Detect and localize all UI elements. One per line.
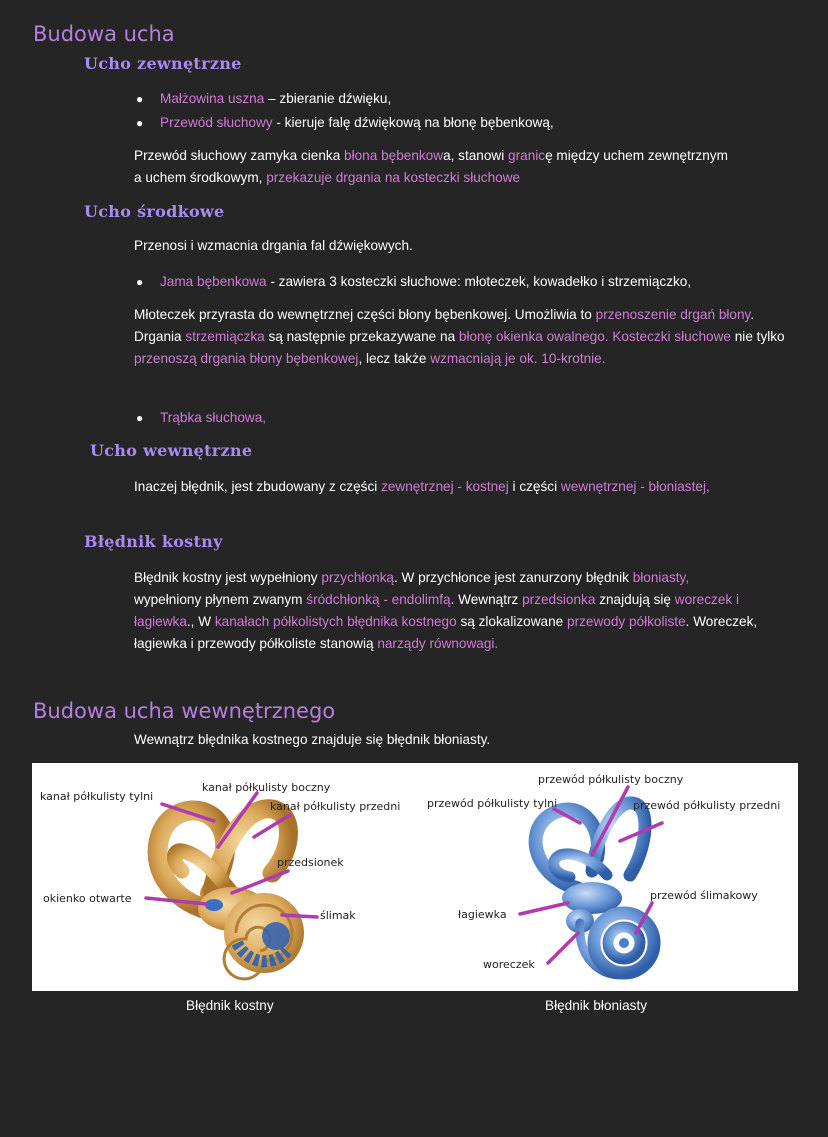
text-run: . Drgania bbox=[134, 307, 755, 344]
bullet-icon: ● bbox=[136, 116, 144, 130]
label-front-duct: przewód półkulisty przedni bbox=[633, 799, 781, 812]
section-title-inner-ear: Budowa ucha wewnętrznego bbox=[33, 699, 336, 723]
text-run: i części bbox=[508, 479, 561, 494]
highlighted-text: przedsionka bbox=[522, 592, 596, 607]
bullet-term: Małżowina uszna bbox=[160, 91, 265, 106]
paragraph-outer-ear bbox=[134, 145, 734, 189]
label-lateral-canal: kanał półkulisty boczny bbox=[202, 781, 331, 794]
bullet-icon: ● bbox=[136, 411, 144, 425]
label-cochlear-duct: przewód ślimakowy bbox=[650, 889, 758, 902]
label-window: okienko otwarte bbox=[43, 892, 132, 905]
text-run: ę między uchem zewnętrznym a uchem środkowym, bbox=[134, 148, 728, 185]
text-run: Inaczej błędnik, jest zbudowany z części bbox=[134, 479, 382, 494]
text-run: są zlokalizowane bbox=[456, 614, 568, 629]
paragraph-middle-intro: Przenosi i wzmacnia drgania fal dźwiękowych. bbox=[134, 238, 413, 253]
membranous-labyrinth-drawing bbox=[536, 803, 654, 975]
section-title-budowa-ucha: Budowa ucha bbox=[33, 22, 175, 46]
bullet-icon: ● bbox=[136, 92, 144, 106]
label-vestibule: przedsionek bbox=[277, 856, 344, 869]
label-cochlea: ślimak bbox=[320, 909, 356, 922]
highlighted-text: błonę okienka owalnego. Kosteczki słuchowe bbox=[458, 329, 731, 344]
paragraph-middle-ear bbox=[134, 304, 789, 370]
bullet-text: - kieruje falę dźwiękową na błonę bębenkową, bbox=[272, 115, 554, 130]
heading-middle-ear: Ucho środkowe bbox=[84, 202, 225, 221]
heading-inner-ear: Ucho wewnętrzne bbox=[90, 441, 253, 460]
highlighted-text: przenoszenie drgań błony bbox=[595, 307, 751, 322]
heading-outer-ear: Ucho zewnętrzne bbox=[84, 54, 242, 73]
paragraph-inner-intro: Wewnątrz błędnika kostnego znajduje się błędnik błoniasty. bbox=[134, 732, 491, 747]
highlighted-text: przekazuje drgania na kosteczki słuchowe bbox=[266, 170, 521, 185]
caption-bony-labyrinth: Błędnik kostny bbox=[186, 998, 274, 1013]
labyrinth-figure bbox=[32, 763, 798, 991]
list-item bbox=[136, 88, 392, 110]
caption-membranous-labyrinth: Błędnik błoniasty bbox=[545, 998, 648, 1013]
highlighted-text: granic bbox=[508, 148, 546, 163]
label-saccule: woreczek bbox=[483, 958, 535, 971]
text-run: ., W bbox=[186, 614, 215, 629]
text-run: Młoteczek przyrasta do wewnętrznej części błony bębenkowej. Umożliwia to bbox=[134, 307, 596, 322]
text-run: a, stanowi bbox=[443, 148, 509, 163]
list-item bbox=[136, 271, 692, 293]
label-rear-canal: kanał półkulisty tylni bbox=[40, 790, 154, 803]
highlighted-text: zewnętrznej - kostnej bbox=[381, 479, 509, 494]
heading-bony-labyrinth: Błędnik kostny bbox=[84, 532, 223, 551]
label-front-canal: kanał półkulisty przedni bbox=[270, 800, 401, 813]
label-utricle: łagiewka bbox=[458, 908, 507, 921]
highlighted-text: błoniasty, bbox=[632, 570, 690, 585]
bullet-term: Przewód słuchowy bbox=[160, 115, 273, 130]
text-run: . Woreczek, łagiewka i przewody półkoliste stanowią bbox=[134, 614, 758, 651]
text-run: znajdują się bbox=[595, 592, 675, 607]
text-run: nie tylko bbox=[730, 329, 785, 344]
paragraph-bony-labyrinth bbox=[134, 567, 759, 655]
paragraph-inner-ear bbox=[134, 476, 734, 498]
highlighted-text: śródchłonką - endolimfą bbox=[306, 592, 451, 607]
bullet-term: Trąbka słuchowa, bbox=[160, 410, 267, 425]
highlighted-text: kanałach półkolistych błędnika kostnego bbox=[214, 614, 457, 629]
text-run: Przewód słuchowy zamyka cienka bbox=[134, 148, 345, 163]
text-run: , lecz także bbox=[358, 351, 431, 366]
highlighted-text: strzemiączka bbox=[185, 329, 265, 344]
list-item bbox=[136, 112, 554, 134]
text-run: . W przychłonce jest zanurzony błędnik bbox=[393, 570, 633, 585]
label-rear-duct: przewód półkulisty tylni bbox=[427, 797, 558, 810]
text-run: są następnie przekazywane na bbox=[264, 329, 459, 344]
highlighted-text: narządy równowagi. bbox=[377, 636, 499, 651]
label-lateral-duct: przewód półkulisty boczny bbox=[538, 773, 684, 786]
text-run: wypełniony płynem zwanym bbox=[134, 592, 307, 607]
highlighted-text: wewnętrznej - błoniastej, bbox=[560, 479, 710, 494]
text-run: Błędnik kostny jest wypełniony bbox=[134, 570, 322, 585]
highlighted-text: przychłonką bbox=[321, 570, 394, 585]
highlighted-text: przewody półkoliste bbox=[567, 614, 686, 629]
bullet-text: - zawiera 3 kosteczki słuchowe: młoteczek, kowadełko i strzemiączko, bbox=[266, 274, 692, 289]
bullet-icon: ● bbox=[136, 275, 144, 289]
highlighted-text: przenoszą drgania błony bębenkowej bbox=[134, 351, 359, 366]
highlighted-text: woreczek i łagiewka bbox=[134, 592, 739, 629]
list-item bbox=[136, 407, 267, 429]
text-run: . Wewnątrz bbox=[450, 592, 523, 607]
highlighted-text: błona bębenkow bbox=[344, 148, 444, 163]
bullet-text: – zbieranie dźwięku, bbox=[264, 91, 392, 106]
highlighted-text: wzmacniają je ok. 10-krotnie. bbox=[430, 351, 606, 366]
bullet-term: Jama bębenkowa bbox=[160, 274, 267, 289]
